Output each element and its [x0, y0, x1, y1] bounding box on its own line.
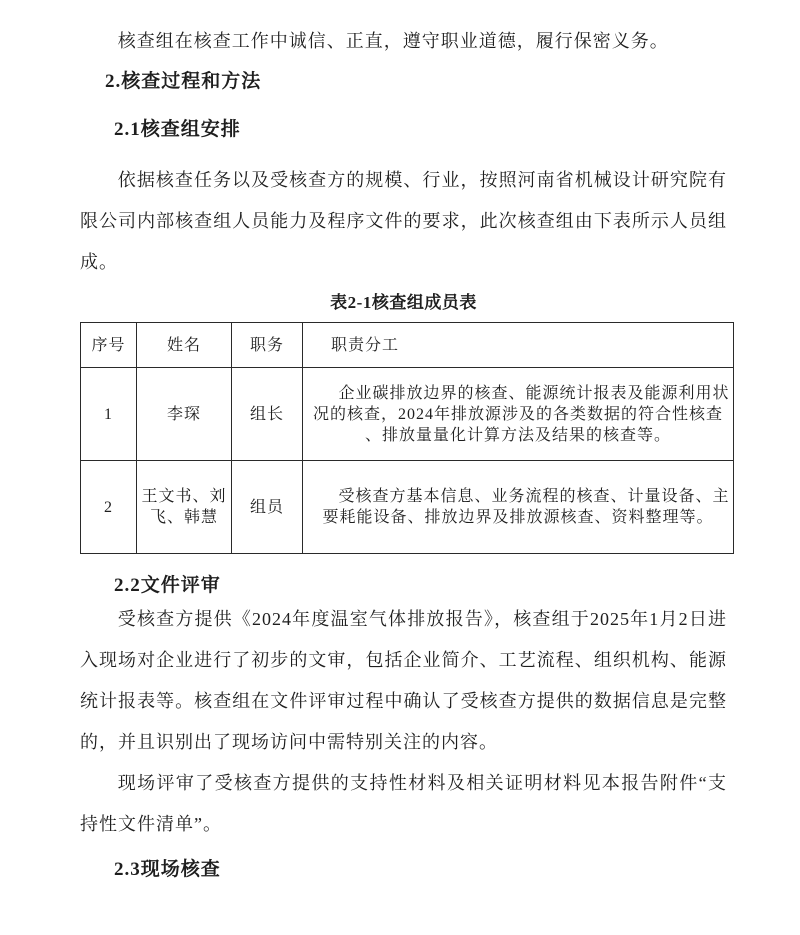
section-2-3-heading: 2.3现场核查: [114, 859, 221, 880]
table-row: [81, 368, 734, 461]
cell-index: 1: [81, 368, 137, 461]
section-2-1-paragraph: 依据核查任务以及受核查方的规模、行业，按照河南省机械设计研究院有限公司内部核查组人员能力及程序文件的要求，此次核查组由下表所示人员组成。: [80, 170, 727, 272]
cell-name: 李琛: [137, 368, 232, 461]
cell-role: 组员: [232, 461, 303, 554]
header-cell-role: 职务: [232, 323, 303, 368]
cell-role: 组长: [232, 368, 303, 461]
cell-duties: 企业碳排放边界的核查、能源统计报表及能源利用状况的核查，2024年排放源涉及的各类数据的符合性核查、排放量量化计算方法及结果的核查等。: [303, 368, 734, 461]
section-2-2-paragraph-1: 受核查方提供《2024年度温室气体排放报告》，核查组于2025年1月2日进入现场对企业进行了初步的文审，包括企业简介、工艺流程、组织机构、能源统计报表等。核查组在文件评审过程中确认了受核查方提供的数据信息是完整的，并且识别出了现场访问中需特别关注的内容。: [80, 609, 727, 752]
verification-team-table: [80, 322, 734, 554]
header-cell-name: 姓名: [137, 323, 232, 368]
document-page: [0, 21, 800, 935]
section-2-1-heading: 2.1核查组安排: [114, 119, 241, 140]
section-2-2-paragraph-2: 现场评审了受核查方提供的支持性材料及相关证明材料见本报告附件“支持性文件清单”。: [80, 773, 727, 834]
section-2-heading: 2.核查过程和方法: [105, 71, 262, 92]
cell-index: 2: [81, 461, 137, 554]
table-header-row: [81, 323, 734, 368]
table-row: [81, 461, 734, 554]
cell-name: 王文书、刘飞、韩慧: [137, 461, 232, 554]
header-cell-index: 序号: [81, 323, 137, 368]
section-2-2-heading: 2.2文件评审: [114, 575, 221, 596]
table-caption: 表2-1核查组成员表: [330, 293, 477, 312]
cell-duties: 受核查方基本信息、业务流程的核查、计量设备、主要耗能设备、排放边界及排放源核查、资料整理等。: [303, 461, 734, 554]
intro-paragraph: 核查组在核查工作中诚信、正直，遵守职业道德，履行保密义务。: [117, 31, 669, 51]
header-cell-duties: 职责分工: [303, 323, 734, 368]
